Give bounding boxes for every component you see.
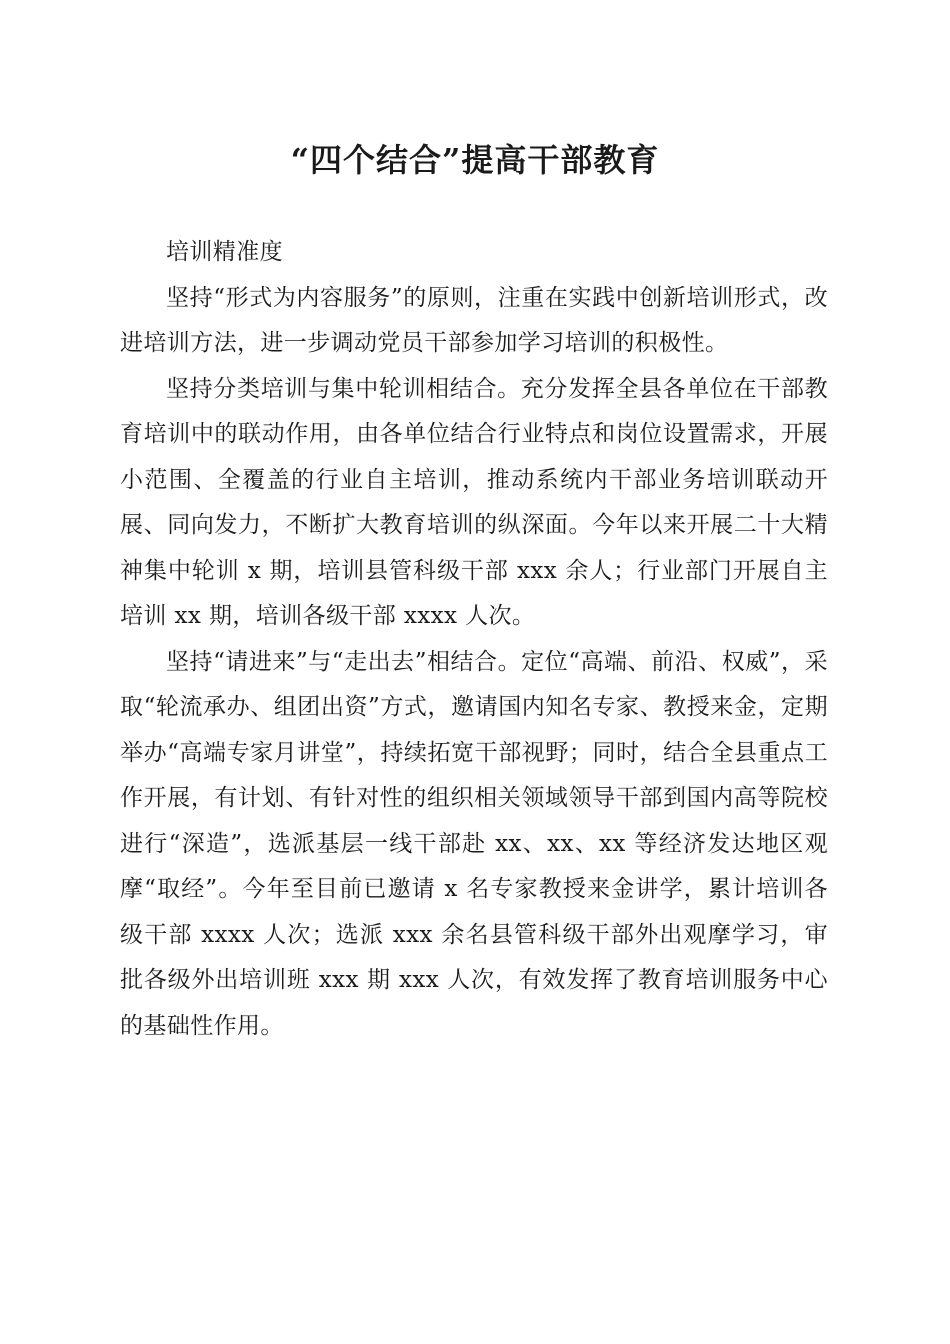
document-body [120,230,828,1049]
paragraph-classified-training: 坚持分类培训与集中轮训相结合。充分发挥全县各单位在干部教育培训中的联动作用，由各单位结合行业特点和岗位设置需求，开展小范围、全覆盖的行业自主培训，推动系统内干部业务培训联动开展、同向发力，不断扩大教育培训的纵深面。今年以来开展二十大精神集中轮训 x 期，培训县管科级干部 xxx 余人；行业部门开展自主培训 xx 期，培训各级干部 xxxx 人次。 [120,375,828,629]
paragraph-invite-and-go-out: 坚持“请进来”与“走出去”相结合。定位“高端、前沿、权威”，采取“轮流承办、组团出资”方式，邀请国内知名专家、教授来金，定期举办“高端专家月讲堂”，持续拓宽干部视野；同时，结合全县重点工作开展，有计划、有针对性的组织相关领域领导干部到国内高等院校进行“深造”，选派基层一线干部赴 xx、xx、xx 等经济发达地区观摩“取经”。今年至目前已邀请 x 名专家教授来金讲学，累计培训各级干部 xxxx 人次；选派 xxx 余名县管科级干部外出观摩学习，审批各级外出培训班 xxx 期 xxx 人次，有效发挥了教育培训服务中心的基础性作用。 [120,648,828,1039]
paragraph-principle: 坚持“形式为内容服务”的原则，注重在实践中创新培训形式，改进培训方法，进一步调动党员干部参加学习培训的积极性。 [120,284,828,356]
document-title: “四个结合”提高干部教育 [290,141,660,179]
paragraph-subtitle: 培训精准度 [166,239,283,265]
